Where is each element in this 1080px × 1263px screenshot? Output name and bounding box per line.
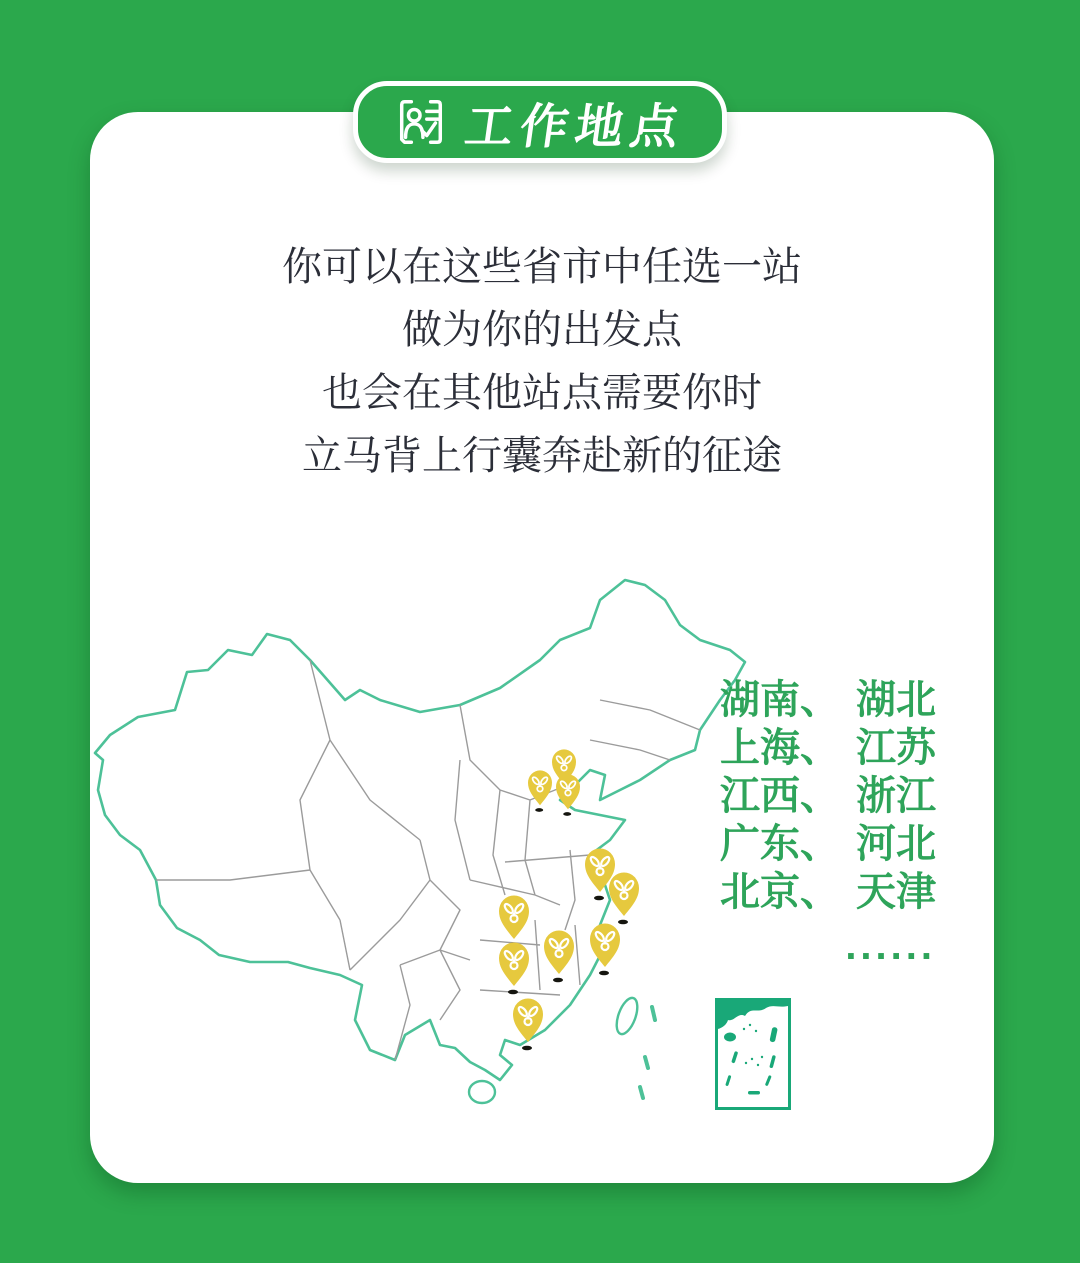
hainan-island (469, 1081, 495, 1103)
intro-line: 立马背上行囊奔赴新的征途 (302, 434, 782, 478)
province-row (720, 772, 936, 820)
province-name: 江西、 (720, 774, 840, 818)
inset-islands (718, 1001, 788, 1095)
province-name: 湖北 (856, 678, 936, 722)
province-row (720, 724, 936, 772)
province-row (720, 820, 936, 868)
province-name: 河北 (856, 822, 936, 866)
intro-line: 也会在其他站点需要你时 (322, 371, 762, 415)
province-name: 北京、 (720, 870, 840, 914)
province-row (720, 676, 936, 724)
section-title: 工作地点 (461, 100, 690, 154)
map-pin-上海 (609, 873, 639, 925)
south-china-sea-inset (715, 998, 791, 1110)
section-badge (353, 81, 727, 163)
province-row (720, 868, 936, 916)
province-name: 上海、 (720, 726, 840, 770)
province-name: 广东、 (720, 822, 840, 866)
intro-text (90, 236, 994, 488)
taiwan-island (613, 995, 642, 1037)
province-name: 江苏 (856, 726, 936, 770)
province-name: 湖南、 (720, 678, 840, 722)
province-name: 浙江 (856, 774, 936, 818)
china-outline (95, 580, 745, 1080)
intro-line: 你可以在这些省市中任选一站 (282, 245, 802, 289)
province-name: 天津 (856, 870, 936, 914)
intro-line: 做为你的出发点 (402, 308, 682, 352)
south-china-sea-map (718, 1001, 788, 1107)
province-list (720, 676, 936, 970)
china-map (88, 565, 760, 1140)
province-list-ellipsis: ...... (845, 924, 936, 968)
island-dashes (640, 1007, 655, 1098)
id-card-icon (394, 95, 448, 149)
